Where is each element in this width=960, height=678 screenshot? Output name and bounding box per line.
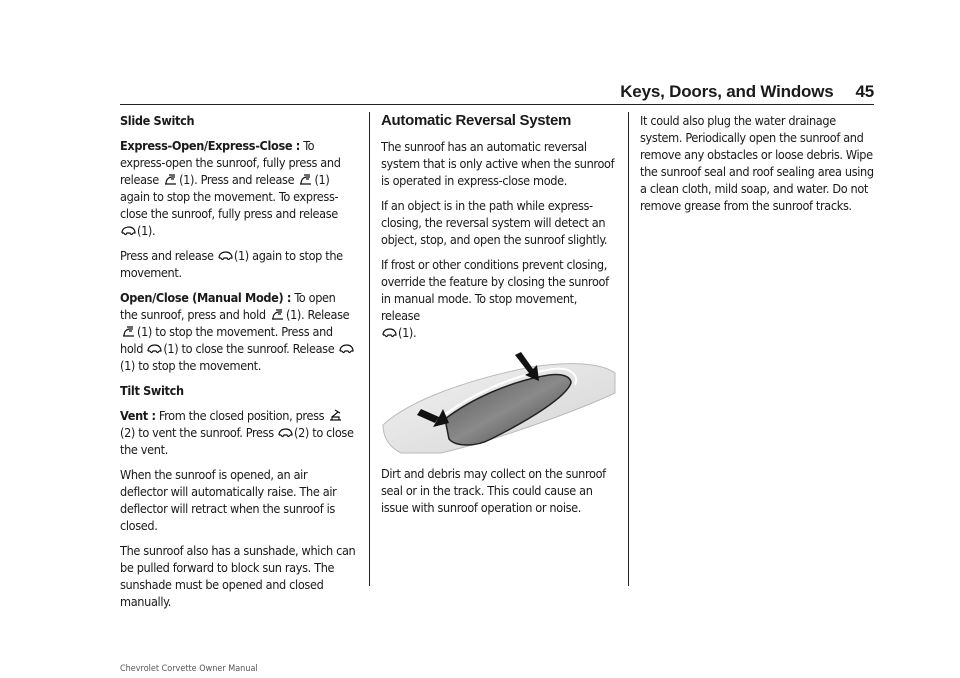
sunroof-open-icon xyxy=(298,173,313,186)
sunroof-close-icon xyxy=(121,224,136,237)
reversal-paragraph-2: If an object is in the path while express-closing, the reversal system will detect an object, stop, and open the sunroof slightly. xyxy=(381,198,608,247)
column-2 xyxy=(381,112,617,524)
sunroof-vent-icon xyxy=(328,409,343,422)
sunroof-close-icon xyxy=(382,326,397,339)
sunroof-open-icon xyxy=(270,308,285,321)
reversal-paragraph-3: If frost or other conditions prevent closing, override the feature by closing the sunroof in manual mode. To stop movement, release (1). xyxy=(381,257,609,340)
sunroof-illustration xyxy=(381,349,617,455)
sunshade-paragraph: The sunroof also has a sunshade, which can be pulled forward to block sun rays. The sunshade must be opened and closed manually. xyxy=(120,543,356,609)
vent-paragraph: Vent : From the closed position, press (2) to vent the sunroof. Press (2) to close the vent. xyxy=(120,408,354,457)
footer: Chevrolet Corvette Owner Manual xyxy=(120,664,258,674)
deflector-paragraph: When the sunroof is opened, an air deflector will automatically raise. The air deflector will retract when the sunroof is closed. xyxy=(120,467,337,533)
sunroof-close-icon xyxy=(339,342,354,355)
sunroof-open-icon xyxy=(163,173,178,186)
manual-term: Open/Close (Manual Mode) : xyxy=(120,290,292,305)
column-1 xyxy=(120,112,356,618)
tilt-switch-heading: Tilt Switch xyxy=(120,383,184,398)
sunroof-close-icon xyxy=(218,249,233,262)
reversal-paragraph-1: The sunroof has an automatic reversal system that is only active when the sunroof is operated in express-close mode. xyxy=(381,139,615,188)
page-header xyxy=(620,82,874,102)
dirt-paragraph: Dirt and debris may collect on the sunroof seal or in the track. This could cause an issue with sunroof operation or noise. xyxy=(381,466,606,515)
drainage-paragraph: It could also plug the water drainage system. Periodically open the sunroof and remove any obstacles or loose debris. Wipe the sunroof seal and roof sealing area using a clean cloth, mild soap, and water. Do not remove grease from the sunroof tracks. xyxy=(640,113,874,213)
column-3 xyxy=(640,112,876,222)
sunroof-open-icon xyxy=(121,325,136,338)
sunroof-close-icon xyxy=(278,426,293,439)
section-title: Keys, Doors, and Windows xyxy=(620,82,834,101)
slide-switch-heading: Slide Switch xyxy=(120,113,195,128)
page-number: 45 xyxy=(855,82,874,101)
header-rule xyxy=(120,104,874,105)
press-release-paragraph: Press and release (1) again to stop the movement. xyxy=(120,248,343,280)
express-paragraph: Express-Open/Express-Close : To express-open the sunroof, fully press and release (1). Press and release (1) again to stop the movement. To express-close the sunroof, fully press and release (1). xyxy=(120,138,341,238)
sunroof-close-icon xyxy=(147,342,162,355)
express-term: Express-Open/Express-Close : xyxy=(120,138,300,153)
auto-reversal-heading: Automatic Reversal System xyxy=(381,112,572,129)
column-divider-1 xyxy=(369,112,370,586)
vent-term: Vent : xyxy=(120,408,156,423)
manual-paragraph: Open/Close (Manual Mode) : To open the sunroof, press and hold (1). Release (1) to stop the movement. Press and hold (1) to close the sunroof. Release (1) to stop the movement. xyxy=(120,289,356,374)
column-divider-2 xyxy=(628,112,629,586)
